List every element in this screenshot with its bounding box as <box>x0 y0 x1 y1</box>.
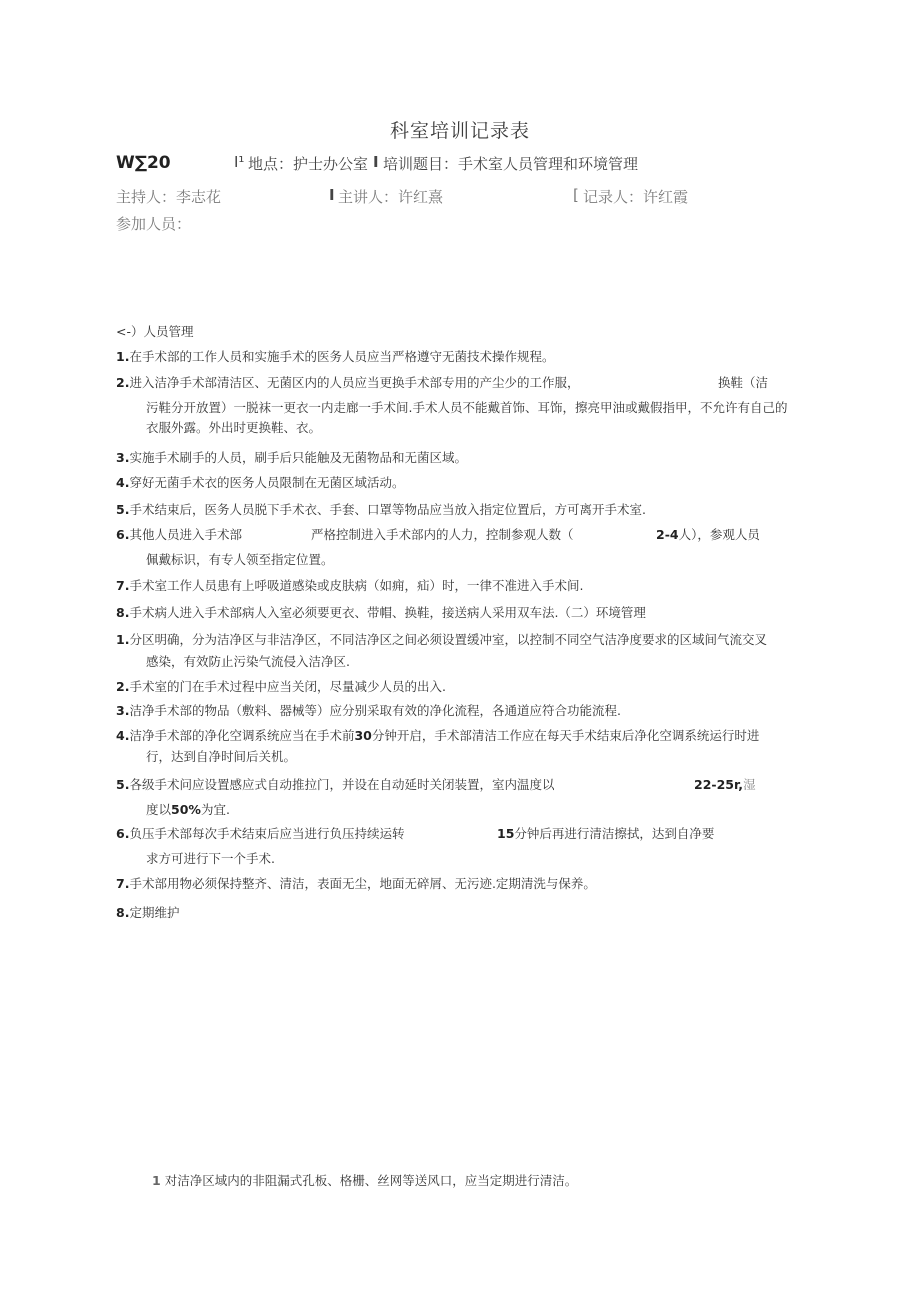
item-number: 3. <box>116 703 130 718</box>
item-number: 5. <box>116 777 130 792</box>
date-label: W∑20 <box>116 153 171 173</box>
list-item <box>116 701 621 719</box>
list-item <box>116 874 596 892</box>
item-continuation: 感染，有效防止污染气流侵入洁净区. <box>146 654 350 669</box>
item-text: 分钟开启，手术部清洁工作应在每天手术结束后净化空调系统运行时进 <box>371 728 760 743</box>
item-number: 1. <box>116 632 130 647</box>
item-text: 手术病人进入手术部病人入室必须要更衣、带帽、换鞋，接送病人采用双车法.（二）环境管理 <box>129 605 646 620</box>
visitor-count: 2-4 <box>656 527 679 542</box>
item-number: 4. <box>116 728 130 743</box>
page-title: 科室培训记录表 <box>390 120 531 142</box>
list-item <box>116 775 554 793</box>
list-item <box>116 726 759 744</box>
item-text: 手术部用物必须保持整齐、清洁，表面无尘，地面无碎屑、无污迹.定期清洗与保养。 <box>129 876 596 891</box>
list-item <box>116 448 467 466</box>
item-number: 2. <box>116 679 130 694</box>
item-number: 7. <box>116 876 130 891</box>
item-text: 分区明确，分为洁净区与非洁净区，不同洁净区之间必须设置缓冲室，以控制不同空气洁净度要求的区域间气流交叉 <box>129 632 767 647</box>
humidity-value: 50% <box>171 802 201 817</box>
item-number: 7. <box>116 578 130 593</box>
item-text: 分钟后再进行清洁擦拭，达到自净要 <box>514 826 715 841</box>
item-text: 手术室的门在手术过程中应当关闭，尽量减少人员的出入. <box>129 679 446 694</box>
item-number: 5. <box>116 502 130 517</box>
location-marker: I¹ <box>234 153 245 171</box>
item-text-right: 换鞋（洁 <box>718 375 769 390</box>
minutes-value: 15 <box>497 826 515 841</box>
item-text: 洁净手术部的物品（敷料、器械等）应分别采取有效的净化流程，各通道应符合功能流程. <box>129 703 621 718</box>
item-text: 手术结束后，医务人员脱下手术衣、手套、口罩等物品应当放入指定位置后，方可离开手术室. <box>129 502 646 517</box>
item-number: 8. <box>116 905 130 920</box>
list-item <box>116 373 579 391</box>
recorder-field: 记录人：许红霞 <box>583 188 689 206</box>
item-number: 1 <box>152 1173 161 1188</box>
item-text: 洁净手术部的净化空调系统应当在手术前 <box>129 728 355 743</box>
item-number: 2. <box>116 375 130 390</box>
list-item <box>116 903 179 921</box>
participants-field: 参加人员： <box>116 215 192 233</box>
item-text: 在手术部的工作人员和实施手术的医务人员应当严格遵守无菌技术操作规程。 <box>129 349 555 364</box>
item-text-middle: 严格控制进入手术部内的人力，控制参观人数（ <box>311 527 574 542</box>
list-item <box>116 525 242 543</box>
item-text: 各级手术问应设置感应式自动推拉门，并设在自动延时关闭装置，室内温度以 <box>129 777 555 792</box>
item-text: 进入洁净手术部清洁区、无菌区内的人员应当更换手术部专用的产尘少的工作服， <box>129 375 580 390</box>
location-field: 地点：护士办公室 <box>248 155 369 173</box>
speaker-field: 主讲人：许红熹 <box>338 188 444 206</box>
item-text: 穿好无菌手术衣的医务人员限制在无菌区域活动。 <box>129 475 405 490</box>
item-text-right <box>497 824 714 842</box>
section-heading-personnel: <-）人员管理 <box>116 324 194 339</box>
item-text-right <box>694 775 756 793</box>
item-text: 手术室工作人员患有上呼吸道感染或皮肤病（如痈，疝）时，一律不准进入手术间. <box>129 578 584 593</box>
item-text: 度以 <box>146 802 172 817</box>
item-number: 3. <box>116 450 130 465</box>
item-text: 湿 <box>743 777 756 792</box>
list-item <box>116 576 583 594</box>
list-item <box>116 630 767 648</box>
item-continuation: 污鞋分开放置）一脱袜一更衣一内走廊一手术间.手术人员不能戴首饰、耳饰，擦亮甲油或戴假指甲，不允许有自己的衣服外露。外出时更换鞋、衣。 <box>146 400 788 435</box>
item-number: 1. <box>116 349 130 364</box>
item-text: 负压手术部每次手术结束后应当进行负压持续运转 <box>129 826 405 841</box>
item-continuation: 佩戴标识，有专人领至指定位置。 <box>146 552 334 567</box>
list-item <box>116 824 404 842</box>
list-item <box>152 1171 577 1189</box>
item-number: 4. <box>116 475 130 490</box>
host-field: 主持人：李志花 <box>116 188 222 206</box>
item-text-right <box>656 525 760 543</box>
list-item <box>116 677 446 695</box>
item-continuation: 求方可进行下一个手术. <box>146 851 275 866</box>
item-text: 对洁净区域内的非阻漏式孔板、格栅、丝网等送风口，应当定期进行清洁。 <box>164 1173 578 1188</box>
item-text: 实施手术刷手的人员，刷手后只能触及无菌物品和无菌区域。 <box>129 450 467 465</box>
temperature-value: 22-25r, <box>694 777 744 792</box>
item-text: 为宜. <box>200 802 230 817</box>
item-number: 8. <box>116 605 130 620</box>
item-number: 6. <box>116 527 130 542</box>
recorder-marker: [ <box>573 186 579 204</box>
item-continuation: 行，达到自净时间后关机。 <box>146 749 297 764</box>
topic-marker: I <box>373 153 379 171</box>
list-item <box>116 347 554 365</box>
minutes-value: 30 <box>354 728 372 743</box>
item-number: 6. <box>116 826 130 841</box>
list-item <box>116 603 646 621</box>
speaker-marker: I <box>329 186 335 204</box>
item-continuation <box>146 800 230 818</box>
list-item <box>116 473 404 491</box>
list-item <box>116 500 646 518</box>
topic-field: 培训题目：手术室人员管理和环境管理 <box>383 155 639 173</box>
item-text: 定期维护 <box>129 905 180 920</box>
item-text: 其他人员进入手术部 <box>129 527 242 542</box>
item-text: 人），参观人员 <box>678 527 760 542</box>
